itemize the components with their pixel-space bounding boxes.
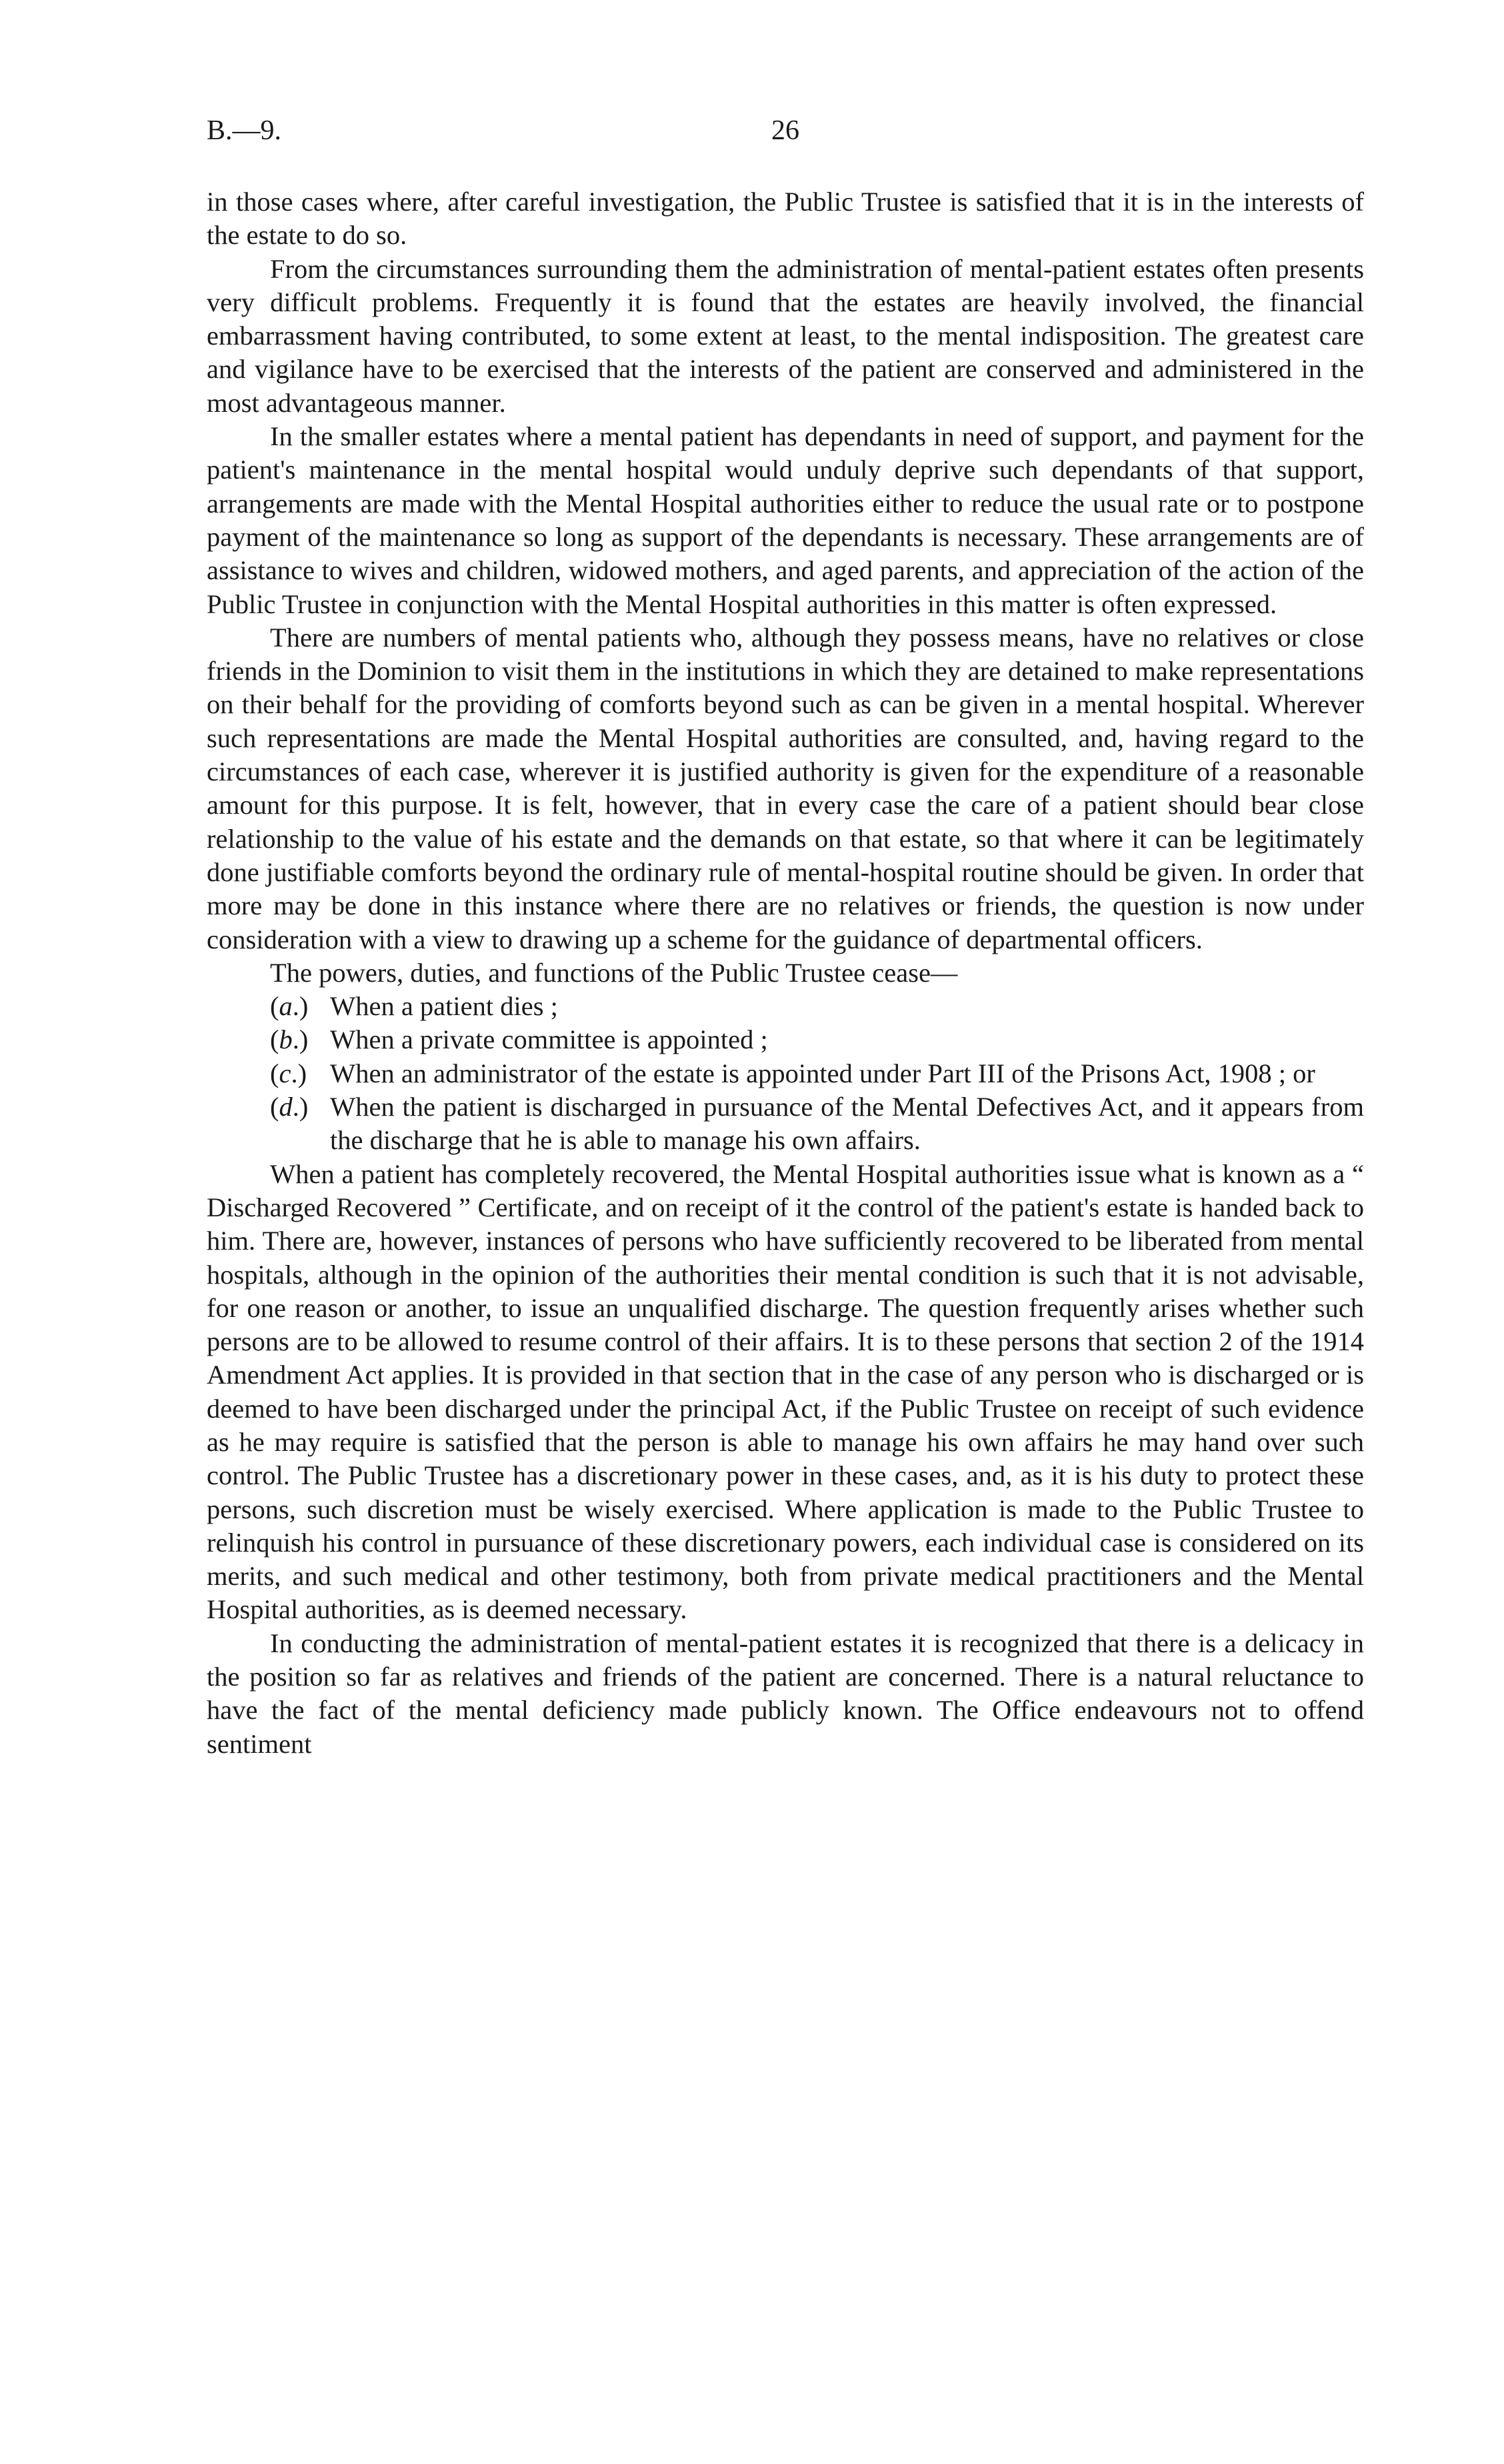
paragraph: The powers, duties, and functions of the Public Trustee cease— (270, 957, 958, 988)
paragraph: In the smaller estates where a mental patient has dependants in need of support, and payment for the patient's maintenance in the mental hospital would unduly deprive such dependants of that support, arrangements are made with the Mental Hospital authorities either to reduce the usual rate or to postpone payment of the maintenance so long as support of the dependants is necessary. These arrangements are of assistance to wives and children, widowed mothers, and aged parents, and appreciation of the action of the Public Trustee in conjunction with the Mental Hospital authorities in this matter is often expressed. (207, 421, 1364, 619)
list-marker: (b.) (270, 1024, 309, 1055)
paragraph: When a patient has completely recovered, the Mental Hospital authorities issue what is known as a “ Discharged Recovered ” Certificate, and on receipt of it the control of the patient's estate is handed back to him. There are, however, instances of persons who have sufficiently recovered to be liberated from mental hospitals, although in the opinion of the authorities their mental condition is such that it is not advisable, for one reason or another, to issue an unqualified discharge. The question frequently arises whether such persons are to be allowed to resume control of their affairs. It is to these persons that section 2 of the 1914 Amendment Act applies. It is provided in that section that in the case of any person who is discharged or is deemed to have been discharged under the principal Act, if the Public Trustee on receipt of such evidence as he may require is satisfied that the person is able to manage his own affairs he may hand over such control. The Public Trustee has a discretionary power in these cases, and, as it is his duty to protect these persons, such discretion must be wisely exercised. Where application is made to the Public Trustee to relinquish his control in pursuance of these discretionary powers, each individual case is considered on its merits, and such medical and other testimony, both from private medical practitioners and the Mental Hospital authorities, as is deemed necessary. (207, 1158, 1364, 1625)
list-item (207, 1057, 1364, 1090)
list-item-text: When a patient dies ; (330, 991, 558, 1022)
list-item-text: When a private committee is appointed ; (330, 1024, 768, 1055)
paragraph: in those cases where, after careful investigation, the Public Trustee is satisfied that it is in the interests of the estate to do so. (207, 187, 1364, 251)
list-marker: (c.) (270, 1058, 307, 1088)
list-item-text: When the patient is discharged in pursuance of the Mental Defectives Act, and it appears from the discharge that he is able to manage his own affairs. (330, 1092, 1364, 1156)
list-item (207, 1023, 1364, 1056)
paragraph: In conducting the administration of mental-patient estates it is recognized that there is a delicacy in the position so far as relatives and friends of the patient are concerned. There is a natural reluctance to have the fact of the mental deficiency made publicly known. The Office endeavours not to offend sentiment (207, 1628, 1364, 1759)
paragraph: There are numbers of mental patients who, although they possess means, have no relatives or close friends in the Dominion to visit them in the institutions in which they are detained to make representations on their behalf for the providing of comforts beyond such as can be given in a mental hospital. Wherever such representations are made the Mental Hospital authorities are consulted, and, having regard to the circumstances of each case, wherever it is justified authority is given for the expenditure of a reasonable amount for this purpose. It is felt, however, that in every case the care of a patient should bear close relationship to the value of his estate and the demands on that estate, so that where it can be legitimately done justifiable comforts beyond the ordinary rule of mental-hospital routine should be given. In order that more may be done in this instance where there are no relatives or friends, the question is now under consideration with a view to drawing up a scheme for the guidance of departmental officers. (207, 622, 1364, 954)
document-body (207, 185, 1364, 1761)
paragraph: From the circumstances surrounding them the administration of mental-patient estates often presents very difficult problems. Frequently it is found that the estates are heavily involved, the financial embarrassment having contributed, to some extent at least, to the mental indisposition. The greatest care and vigilance have to be exercised that the interests of the patient are conserved and administered in the most advantageous manner. (207, 253, 1364, 418)
list-item (207, 1090, 1364, 1158)
list-item (207, 990, 1364, 1023)
page-header (207, 115, 1364, 155)
list-marker: (d.) (270, 1092, 309, 1122)
list-item-text: When an administrator of the estate is appointed under Part III of the Prisons Act, 1908 ; or (330, 1058, 1315, 1088)
page-number: 26 (771, 115, 799, 146)
document-reference: B.—9. (207, 115, 282, 146)
list-marker: (a.) (270, 991, 309, 1022)
